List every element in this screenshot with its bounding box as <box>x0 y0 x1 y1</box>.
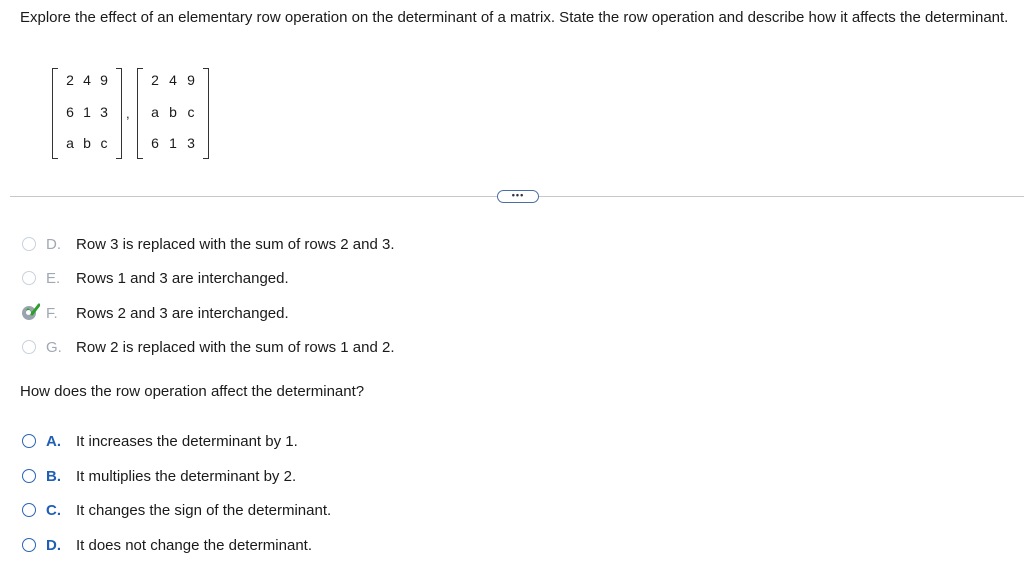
matrix-2 <box>137 68 209 158</box>
matrix-cell: 1 <box>169 135 177 151</box>
matrix-cell: 9 <box>187 72 195 88</box>
matrix-cell: 4 <box>169 72 177 88</box>
row-option-g[interactable] <box>22 336 395 358</box>
option-letter: D. <box>46 536 61 554</box>
option-letter: E. <box>46 269 61 287</box>
matrix-row <box>52 104 122 124</box>
matrix-cell: 6 <box>151 135 159 151</box>
matrix-row <box>52 72 122 92</box>
radio-button[interactable] <box>22 469 36 483</box>
matrix-cell: 9 <box>100 72 108 88</box>
checkmark-icon <box>26 303 40 317</box>
effect-option-b[interactable] <box>22 465 296 487</box>
matrix-row <box>137 72 209 92</box>
radio-button[interactable] <box>22 271 36 285</box>
matrix-cell: b <box>169 104 177 120</box>
row-option-d[interactable] <box>22 233 395 255</box>
matrix-cell: c <box>187 104 195 120</box>
option-letter: B. <box>46 467 61 485</box>
matrix-1 <box>52 68 122 158</box>
option-text: Rows 1 and 3 are interchanged. <box>76 269 289 287</box>
matrix-cell: 2 <box>66 72 74 88</box>
sub-question-text: How does the row operation affect the determinant? <box>20 383 365 400</box>
option-letter: C. <box>46 501 61 519</box>
radio-button[interactable] <box>22 340 36 354</box>
matrix-row <box>137 135 209 155</box>
matrix-row <box>137 104 209 124</box>
row-option-e[interactable] <box>22 267 289 289</box>
question-text: Explore the effect of an elementary row operation on the determinant of a matrix. State the row operation and describe how it affects the determinant. <box>20 9 1009 26</box>
matrix-row <box>52 135 122 155</box>
option-letter: A. <box>46 432 61 450</box>
option-text: It multiplies the determinant by 2. <box>76 467 297 485</box>
option-text: Rows 2 and 3 are interchanged. <box>76 304 289 322</box>
option-letter: D. <box>46 235 61 253</box>
option-text: It changes the sign of the determinant. <box>76 501 332 519</box>
radio-button[interactable] <box>22 538 36 552</box>
option-text: It increases the determinant by 1. <box>76 432 298 450</box>
matrix-cell: 1 <box>83 104 91 120</box>
matrix-cell: 6 <box>66 104 74 120</box>
matrix-cell: a <box>151 104 159 120</box>
option-letter: F. <box>46 304 58 322</box>
matrix-cell: a <box>66 135 74 151</box>
row-option-f[interactable] <box>22 302 289 324</box>
radio-button-selected[interactable] <box>22 306 36 320</box>
effect-option-c[interactable] <box>22 499 331 521</box>
more-options-button[interactable]: ••• <box>497 190 539 203</box>
option-text: Row 3 is replaced with the sum of rows 2 and 3. <box>76 235 395 253</box>
matrix-cell: c <box>100 135 108 151</box>
effect-option-a[interactable] <box>22 430 298 452</box>
option-text: It does not change the determinant. <box>76 536 312 554</box>
matrix-cell: 3 <box>187 135 195 151</box>
matrix-cell: 2 <box>151 72 159 88</box>
radio-button[interactable] <box>22 434 36 448</box>
radio-button[interactable] <box>22 237 36 251</box>
matrix-cell: 4 <box>83 72 91 88</box>
effect-option-d[interactable] <box>22 534 312 556</box>
option-letter: G. <box>46 338 62 356</box>
option-text: Row 2 is replaced with the sum of rows 1 and 2. <box>76 338 395 356</box>
matrix-cell: b <box>83 135 91 151</box>
matrix-cell: 3 <box>100 104 108 120</box>
matrix-separator: , <box>126 106 130 121</box>
radio-button[interactable] <box>22 503 36 517</box>
